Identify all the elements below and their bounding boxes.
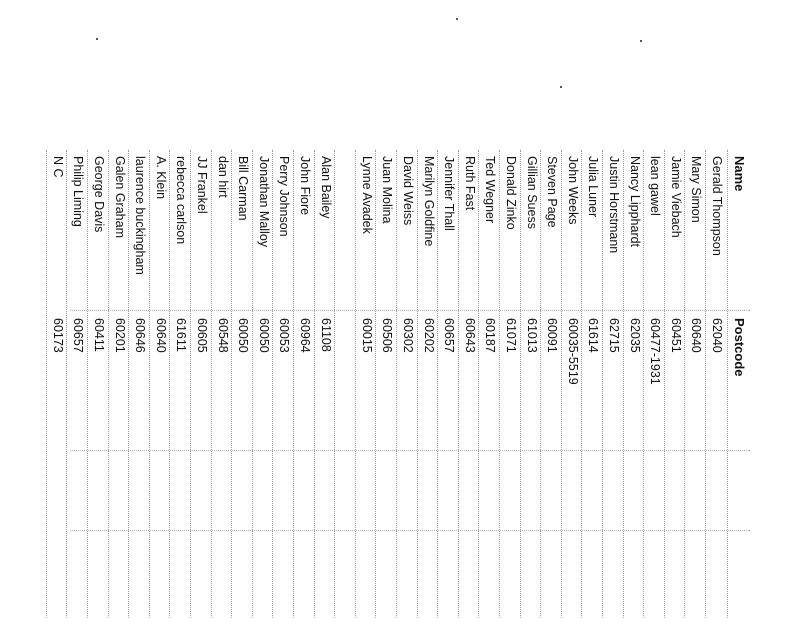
postcode-cell: 60657 [71, 318, 86, 353]
postcode-cell: 60035-5519 [565, 318, 580, 385]
postcode-cell: 60050 [256, 318, 271, 353]
name-cell: Mary Simon [689, 156, 704, 223]
name-cell: Philip Liming [71, 156, 86, 227]
postcode-cell: 60302 [401, 318, 415, 353]
name-cell: Jamie Viebach [668, 156, 683, 238]
table-row [684, 150, 707, 618]
postcode-cell: 60050 [236, 318, 251, 353]
table-row [314, 150, 337, 618]
table-row [581, 150, 604, 618]
table-row [211, 150, 234, 618]
name-cell: Donald Zinko [504, 156, 518, 230]
table-row [602, 150, 625, 618]
table-row [499, 150, 522, 618]
postcode-cell: 61614 [586, 318, 601, 353]
column-divider [70, 310, 750, 311]
name-cell: Nancy Lipphardt [627, 156, 642, 248]
column-divider [70, 530, 750, 531]
name-cell: Ruth Fast [462, 156, 477, 211]
table-row [458, 150, 481, 618]
postcode-column-header: Postcode [732, 318, 747, 377]
table-row [46, 150, 69, 618]
table-row [169, 150, 192, 618]
table-row [664, 150, 687, 618]
postcode-cell: 60187 [483, 318, 498, 353]
table-row [643, 150, 666, 618]
postcode-cell: 61108 [318, 318, 333, 352]
postcode-cell: 60015 [359, 318, 374, 353]
table-row [190, 150, 213, 618]
postcode-cell: 62715 [607, 318, 621, 353]
name-cell: Gerald Thompson [710, 156, 724, 256]
postcode-cell: 60643 [462, 318, 477, 353]
name-cell: dan hirt [215, 156, 230, 198]
name-cell: Alan Bailey [318, 156, 333, 219]
postcode-cell: 60506 [380, 318, 395, 353]
table-row [437, 150, 460, 618]
name-cell: Jonathan Malloy [256, 156, 271, 248]
name-cell: Perry Johnson [277, 156, 292, 237]
table-row [334, 150, 357, 618]
table-row [520, 150, 543, 618]
postcode-cell: 60548 [215, 318, 230, 353]
name-cell: Julia Luner [586, 156, 601, 218]
postcode-cell: 60451 [668, 318, 683, 353]
table-row [540, 150, 563, 618]
table-row [375, 150, 398, 618]
name-cell: Galen Graham [112, 156, 127, 238]
postcode-cell: 60646 [133, 318, 148, 353]
postcode-cell: 61071 [504, 318, 518, 353]
name-cell: George Davis [92, 156, 106, 233]
name-cell: laurence buckingham [133, 156, 148, 275]
postcode-cell: 60657 [442, 318, 457, 353]
table-row [355, 150, 378, 618]
name-cell: Lynne Avadek [359, 156, 374, 234]
postcode-cell: 60477-1931 [648, 318, 663, 385]
table-row [128, 150, 151, 618]
postcode-cell: 60202 [421, 318, 436, 353]
table-row [272, 150, 295, 618]
name-cell: lean gawel [648, 156, 663, 216]
name-cell: A. Klein [153, 156, 168, 200]
scan-speck [640, 40, 642, 42]
table-row [561, 150, 584, 618]
table-row [478, 150, 501, 618]
table-row [252, 150, 275, 618]
table-header-row [727, 150, 750, 618]
postcode-cell: 60605 [195, 318, 209, 353]
name-cell: Steven Page [545, 156, 560, 228]
column-divider [70, 450, 750, 451]
postcode-cell: 62035 [627, 318, 642, 353]
name-cell: Gillian Suess [524, 156, 539, 229]
name-cell: Jennifer Thall [442, 156, 457, 231]
table-row [293, 150, 316, 618]
table-row [87, 150, 110, 618]
postcode-cell: 60640 [689, 318, 704, 353]
scan-speck [560, 86, 562, 88]
postcode-cell: 60964 [298, 318, 312, 353]
postcode-cell: 60411 [92, 318, 106, 352]
postcode-cell: 60053 [277, 318, 292, 353]
scan-speck [96, 38, 98, 40]
table-row [108, 150, 131, 618]
name-cell: rebecca carlson [174, 156, 189, 245]
name-cell: John Weeks [565, 156, 580, 225]
table-row [705, 150, 728, 618]
postcode-cell: 61013 [524, 318, 539, 353]
postcode-cell: 60091 [545, 318, 560, 353]
postcode-cell: 60201 [112, 318, 127, 353]
table-row [623, 150, 646, 618]
name-cell: JJ Frankel [195, 156, 209, 214]
postcode-cell: 62040 [710, 318, 724, 353]
postcode-cell: 60640 [153, 318, 168, 353]
name-cell: Marilyn Goldfine [421, 156, 436, 247]
name-cell: N C [50, 156, 65, 178]
table-row [231, 150, 254, 618]
table-row [396, 150, 419, 618]
table-row [149, 150, 172, 618]
postcode-cell: 60173 [50, 318, 65, 353]
name-cell: Ted Wegner [483, 156, 498, 224]
table-row [417, 150, 440, 618]
postcode-cell: 61611 [174, 318, 189, 352]
name-cell: Bill Carman [236, 156, 251, 221]
rotated-name-postcode-table [50, 150, 750, 618]
name-column-header: Name [732, 156, 747, 192]
name-cell: John Fiore [298, 156, 312, 216]
name-cell: Juan Molina [380, 156, 395, 224]
name-cell: David Weiss [401, 156, 415, 226]
name-cell: Justin Horstmann [607, 156, 621, 254]
table-row [66, 150, 89, 618]
scan-speck [456, 18, 458, 20]
